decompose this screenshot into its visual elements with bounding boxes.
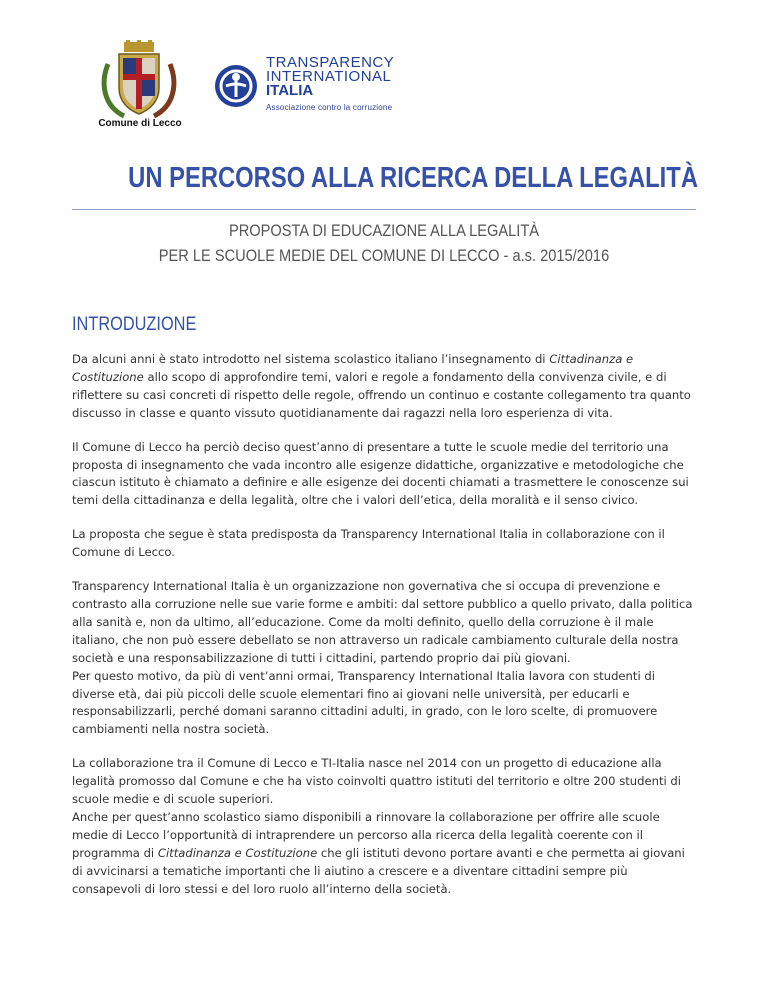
ti-line-1: TRANSPARENCY (266, 54, 395, 71)
ti-globe-icon (214, 64, 258, 108)
subtitle-line-2: PER LE SCUOLE MEDIE DEL COMUNE DI LECCO - a.s. 2015/2016 (158, 246, 610, 265)
paragraph-4: Transparency International Italia è un organizzazione non governativa che si occupa di prevenzione e contrasto alla corruzione nelle sue varie forme e ambiti: dal settore pubblico a quello privato, dalla politica alla sanità e, non da ultimo, all’educazione. Come da molti definito, quello della corruzione è il male italiano, che non può essere debellato se non attraverso un radicale cambiamento culturale della nostra società e una responsabilizzazione di tutti i cittadini, partendo proprio dai più giovani. Per questo motivo, da più di vent’anni ormai, Transparency International Italia lavora con studenti di diverse età, dai più piccoli delle scuole elementari fino ai giovani nelle università, per educarli e responsabilizzarli, perché domani saranno cittadini adulti, in grado, con le loro scelte, di promuovere cambiamenti nella nostra società. (72, 579, 693, 737)
ti-subtitle: Associazione contro la corruzione (266, 103, 393, 112)
paragraph-2: Il Comune di Lecco ha perciò deciso quest’anno di presentare a tutte le scuole medie del territorio una proposta di insegnamento che vada incontro alle esigenze didattiche, organizzative e metodologiche che ciascun istituto è chiamato a definire e alle esigenze dei docenti chiamati a trasmettere le conoscenze sui temi della cittadinanza e della legalità, oltre che i valori dell’etica, della moralità e il senso civico. (72, 439, 689, 508)
ti-line-2: INTERNATIONAL (266, 68, 392, 85)
ti-line-3: ITALIA (266, 82, 314, 99)
section-heading: INTRODUZIONE (72, 314, 197, 335)
paragraph-3: La proposta che segue è stata predisposta da Transparency International Italia in collaborazione con il Comune di Lecco. (72, 527, 665, 560)
document-title: UN PERCORSO ALLA RICERCA DELLA LEGALITÀ (128, 162, 698, 194)
comune-di-lecco-logo (94, 40, 184, 132)
body-text (72, 351, 696, 914)
paragraph-1: Da alcuni anni è stato introdotto nel sistema scolastico italiano l’insegnamento di Cittadinanza e Costituzione allo scopo di approfondire temi, valori e regole a fondamento della convivenza civile, e di riflettere su casi concreti di rispetto delle regole, offrendo un continuo e costante collegamento tra quanto discusso in classe e quanto vissuto quotidianamente dai ragazzi nella loro esperienza di vita. (72, 352, 691, 420)
lecco-coat-of-arms-icon (94, 40, 184, 120)
title-divider (72, 209, 696, 210)
transparency-international-logo (214, 56, 424, 118)
header-logos (94, 40, 424, 132)
lecco-caption: Comune di Lecco (98, 118, 182, 129)
paragraph-5: La collaborazione tra il Comune di Lecco e TI-Italia nasce nel 2014 con un progetto di educazione alla legalità promosso dal Comune e che ha visto coinvolti quattro istituti del territorio e oltre 200 studenti di scuole medie e di scuole superiori. Anche per quest’anno scolastico siamo disponibili a rinnovare la collaborazione per offrire alle scuole medie di Lecco l’opportunità di intraprendere un percorso alla ricerca della legalità coerente con il programma di Cittadinanza e Costituzione che gli istituti devono portare avanti e che permetta ai giovani di avvicinarsi a tematiche importanti che li aiutino a crescere e a diventare cittadini sempre più consapevoli di loro stessi e del loro ruolo all’interno della società. (72, 756, 685, 896)
subtitle-line-1: PROPOSTA DI EDUCAZIONE ALLA LEGALITÀ (228, 221, 540, 240)
